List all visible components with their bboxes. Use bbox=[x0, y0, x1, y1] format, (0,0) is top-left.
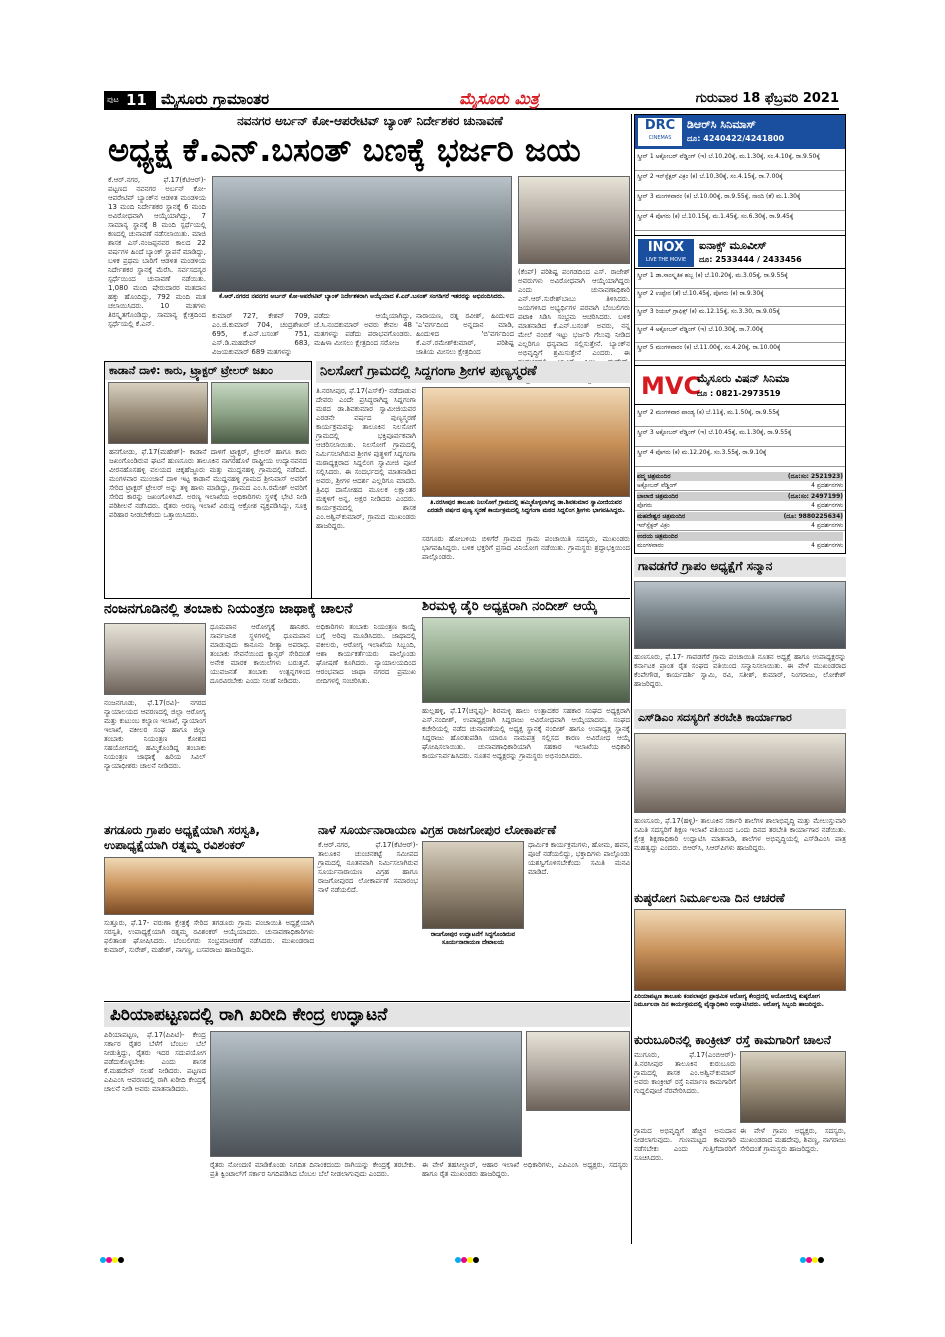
hall-mahadeshwara bbox=[635, 511, 845, 531]
temple-caption: ರಾಜಗೋಪುರ ಉದ್ಘಾಟನೆಗೆ ಸಿದ್ಧಗೊಂಡಿರುವ ಸೂರ್ಯನಾರಾಯಣ ದೇವಾಲಯ bbox=[422, 931, 524, 949]
lead-body-col2: ಕುಮಾರ್ 727, ಕೇಶವ್ 709, ಎಂ.ಜಿ.ಕುಮಾರ್ 704, ಚಂದ್ರಶೇಖರ್ 695, ಕೆ.ಎನ್.ಬಸಂತ್ 751, ಎಸ್.ಡಿ.ಮಹದೇವ್ 683, ವಿಜಯಕುಮಾರ್ 689 ಮತಗಳನ್ನು bbox=[212, 312, 310, 356]
hall-times: 4 ಪ್ರದರ್ಶನಗಳು bbox=[811, 482, 843, 489]
sdm-story bbox=[634, 709, 846, 887]
drc-phone: ದೂ: 4240422/4241800 bbox=[687, 134, 785, 143]
drc-screen-3: ಸ್ಕ್ರೀನ್ 3 ಮಂಗಳವಾರಂ (ಕ) ಬೆ.10.00ಕ್ಕೆ, ರಾ.9.55ಕ್ಕೆ, ನಾಂದಿ (ತೆ) ಮ.1.30ಕ್ಕೆ bbox=[635, 191, 845, 211]
drc-screen-1: ಸ್ಕ್ರೀನ್ 1 ಅಕ್ಟೋಬರ್ ವೆಡ್ಡಿಂಗ್ (ಇ) ಬೆ.10.20ಕ್ಕೆ, ಮ.1.30ಕ್ಕೆ, ಸಂ.4.10ಕ್ಕೆ, ರಾ.9.50ಕ್ಕೆ bbox=[635, 151, 845, 171]
lead-photo bbox=[212, 176, 512, 292]
cinema-listing bbox=[634, 114, 846, 554]
accident-story bbox=[104, 361, 312, 599]
road-body-2: ಗ್ರಾಮದ ಅಭಿವೃದ್ಧಿಗೆ ಹೆಚ್ಚಿನ ಅನುದಾನ ನೀಡಲಾಗುವುದು. ಗುಣಮಟ್ಟದ ಕಾಮಗಾರಿ ನಡೆಸಬೇಕು ಎಂದು ಗುತ್ತಿಗೆದಾರರಿಗೆ ಸೂಚಿಸಿದರು. bbox=[634, 1127, 736, 1162]
mvc-phone: ದೂ : 0821-2973519 bbox=[697, 389, 781, 398]
gram-story bbox=[634, 557, 846, 707]
swamiji-caption: ತಿ.ನರಸೀಪುರ ತಾಲೂಕು ನಿಲಸೋಗೆ ಗ್ರಾಮದಲ್ಲಿ ಹಮ್ಮಿಕೊಳ್ಳಲಾಗಿದ್ದ ಡಾ.ಶಿವಕುಮಾರ ಸ್ವಾಮೀಜಿಯವರ ಎರಡನೇ ವರ್ಷದ ಪುಣ್ಯ ಸ್ಮರಣೆ ಕಾರ್ಯಕ್ರಮದಲ್ಲಿ ಸಿದ್ದಗಂಗಾ ಮಠದ ಸಿದ್ದಲಿಂಗ ಶ್ರೀಗಳು ಭಾಗವಹಿಸಿದ್ದರು. bbox=[422, 499, 630, 533]
accident-photo-car bbox=[108, 382, 208, 444]
gram-headline: ಗಾವಡಗೆರೆ ಗ್ರಾಪಂ ಅಧ್ಯಕ್ಷೆಗೆ ಸನ್ಮಾನ bbox=[634, 557, 846, 577]
drc-header bbox=[635, 115, 845, 149]
swamiji-headline: ನಿಲಸೋಗೆ ಗ್ರಾಮದಲ್ಲಿ ಸಿದ್ದಗಂಗಾ ಶ್ರೀಗಳ ಪುಣ್ಯಸ್ಮರಣೆ bbox=[316, 361, 630, 383]
lead-body-col5: (ಕೆಂಪ್) ಪರಿಶಿಷ್ಟ ಪಂಗಡದಿಂದ ಎಸ್. ರಾಜೇಶ್ ಅವರುಗಳು ಅವಿರೋಧವಾಗಿ ಆಯ್ಕೆಯಾಗಿದ್ದರು ಎಂದು ಚುನಾವಣಾಧಿಕಾರಿ ಎನ್.ಆರ್.ಸುರೇಶ್‌ಬಾಬು ತಿಳಿಸಿದರು. ಜಯಗಳಿಸಿದ ಅಭ್ಯರ್ಥಿಗಳ ಪರವಾಗಿ ಬೆಂಬಲಿಗರು ಪಟಾಕಿ ಸಿಡಿಸಿ ಸಂಭ್ರಮ ಆಚರಿಸಿದರು. ಬಳಿಕ ಮಾತನಾಡಿದ ಕೆ.ಎನ್.ಬಸಂತ್ ಅವರು, ನನ್ನ ಮೇಲೆ ನಂಬಿಕೆ ಇಟ್ಟು ಭರ್ಜರಿ ಗೆಲುವು ನೀಡಿದ ಎಲ್ಲರಿಗೂ ಧನ್ಯವಾದ ಸಲ್ಲಿಸುತ್ತೇನೆ. ಬ್ಯಾಂಕ್‌ನ ಅಭಿವೃದ್ಧಿಗೆ ಶ್ರಮಿಸುತ್ತೇನೆ ಎಂದರು. ಈ bbox=[518, 268, 630, 357]
lead-headline: ಅಧ್ಯಕ್ಷ ಕೆ.ಎನ್.ಬಸಂತ್ ಬಣಕ್ಕೆ ಭರ್ಜರಿ ಜಯ bbox=[108, 131, 581, 169]
inox-logo-text: INOX bbox=[647, 240, 685, 255]
tobacco-body-3: ಅಧಿಕಾರಿಗಳು ತಂಬಾಕು ನಿಯಂತ್ರಣ ಕಾಯ್ದೆ ಬಗ್ಗೆ ಅರಿವು ಮೂಡಿಸಿದರು. ಜಾಥಾದಲ್ಲಿ ವಕೀಲರು, ಆರೋಗ್ಯ ಇಲಾಖೆಯ ಸಿಬ್ಬಂದಿ, ಆಶಾ ಕಾರ್ಯಕರ್ತೆಯರು ಪಾಲ್ಗೊಂಡು ಘೋಷಣೆ ಕೂಗಿದರು. ನ್ಯಾಯಾಲಯದಿಂದ ಆರಂಭವಾದ ಜಾಥಾ ನಗರದ ಪ್ರಮುಖ ಬೀದಿಗಳಲ್ಲಿ ಸಂಚರಿಸಿತು. bbox=[316, 623, 416, 685]
tobacco-body-1: ನಂಜನಗೂಡು, ಫೆ.17(ರವಿ)- ನಗರದ ನ್ಯಾಯಾಲಯದ ಆವರಣದಲ್ಲಿ ಜಿಲ್ಲಾ ಆರೋಗ್ಯ ಮತ್ತು ಕುಟುಂಬ ಕಲ್ಯಾಣ ಇಲಾಖೆ, ನ್ಯಾಯಾಂಗ ಇಲಾಖೆ, ವಕೀಲರ ಸಂಘ ಹಾಗೂ ಜಿಲ್ಲಾ ತಂಬಾಕು ನಿಯಂತ್ರಣ ಕೋಶದ ಸಹಯೋಗದಲ್ಲಿ ಹಮ್ಮಿಕೊಂಡಿದ್ದ ತಂಬಾಕು ನಿಯಂತ್ರಣ ಜಾಥಾಕ್ಕೆ ಹಿರಿಯ ಸಿವಿಲ್ ನ್ಯಾಯಾಧೀಶರು ಚಾಲನೆ ನೀಡಿದರು. bbox=[104, 699, 206, 770]
section-title: ಮೈಸೂರು ಗ್ರಾಮಾಂತರ bbox=[161, 90, 270, 108]
ragi-photo-2 bbox=[526, 1031, 630, 1111]
leprosy-photo bbox=[634, 909, 846, 991]
ragi-photo bbox=[210, 1031, 522, 1157]
gram-photo bbox=[634, 581, 846, 649]
inox-screen-3: ಸ್ಕ್ರೀನ್ 3 ರಿಯಲ್ ಗ್ರಾಫಿಕ್ಸ್ (ಕ) ಮ.12.15ಕ್ಕೆ, ಸಂ.3.30, ರಾ.9.05ಕ್ಕೆ bbox=[635, 307, 845, 325]
inox-logo-sub: LIVE THE MOVIE bbox=[645, 257, 687, 263]
accident-body: ಹನಗೋಡು, ಫೆ.17(ಮಹೇಶ್)- ಕಾಡಾನೆ ದಾಳಿಗೆ ಟ್ರ್ಯಾಕ್ಟರ್, ಟ್ರೇಲರ್ ಹಾಗೂ ಕಾರು ಜಖಂಗೊಂಡಿರುವ ಘಟನೆ ಹುಣಸೂರು ತಾಲೂಕಿನ ನಾಗರಹೊಳೆ ರಾಷ್ಟ್ರೀಯ ಉದ್ಯಾನವನದ ವೀರನಹೊಸಹಳ್ಳಿ ವಲಯದ ಚಿಕ್ಕಹೆಜ್ಜೂರು ಮತ್ತು ಮುದ್ದನಹಳ್ಳಿ ಗ್ರಾಮದಲ್ಲಿ ನಡೆದಿದೆ. ಮಂಗಳವಾರ ಮುಂಜಾನೆ ದಾಳಿ ಇಟ್ಟ ಕಾಡಾನೆ ಮುದ್ದನಹಳ್ಳಿ ಗ್ರಾಮದ ಶ್ರೀನಿವಾಸ್ ಅವರಿಗೆ ಸೇರಿದ ಟ್ರಾಕ್ಟರ್ ಟ್ರೇಲರ್ ಅನ್ನು ತಳ್ಳಿ ಹಾಳು ಮಾಡಿದ್ದು, ಗ್ರಾಮದ ಎಂ.ಸಿ.ರಮೇಶ್ ಅವರಿಗೆ ಸೇರಿದ ಕಾರನ್ನು ಜಖಂಗೊಳಿಸಿದೆ. ಅರಣ್ಯ ಇಲಾಖೆಯ ಅಧಿಕಾರಿಗಳು ಸ್ಥಳಕ್ಕೆ ಭೇಟಿ ನೀಡಿ ಪರಿಶೀಲನೆ ನಡೆಸಿದರು. ರೈತರು ಅರಣ್ಯ ಇಲಾಖೆ ವಿರುದ್ಧ ಆಕ್ರೋಶ ವ್ಯಕ್ತಪಡಿಸಿದ್ದು, ಸೂಕ್ತ ಪರಿಹಾರ ನೀಡಬೇಕೆಂದು ಒತ್ತಾಯಿಸಿದರು. bbox=[109, 448, 307, 519]
hall-name: ಮಹದೇಶ್ವರ ಚಿತ್ರಮಂದಿರ bbox=[637, 513, 686, 520]
inox-name: ಐನಾಕ್ಸ್ ಮೂವೀಸ್ bbox=[699, 239, 767, 252]
page-label: ಪುಟ bbox=[107, 95, 119, 104]
inox-header bbox=[635, 235, 845, 269]
road-body-3: ಈ ವೇಳೆ ಗ್ರಾಪಂ ಅಧ್ಯಕ್ಷರು, ಸದಸ್ಯರು, ಮುಖಂಡರಾದ ಮಹದೇವು, ಶಿವಣ್ಣ, ನಾಗರಾಜು ಸೇರಿದಂತೆ ಗ್ರಾಮಸ್ಥರು ಹಾಜರಿದ್ದರು. bbox=[740, 1127, 846, 1153]
road-photo bbox=[740, 1051, 846, 1123]
print-registration-marks bbox=[455, 1248, 515, 1256]
ragi-headline: ಪಿರಿಯಾಪಟ್ಟಣದಲ್ಲಿ ರಾಗಿ ಖರೀದಿ ಕೇಂದ್ರ ಉದ್ಘಾಟನೆ bbox=[104, 1003, 630, 1027]
page-number-tag bbox=[104, 91, 156, 108]
swamiji-photo bbox=[422, 387, 630, 497]
road-body-1: ಮುಗೂರು, ಫೆ.17(ಎಂಬಿಆರ್)- ತಿ.ನರಸೀಪುರ ತಾಲೂಕಿನ ಕುರುಬೂರು ಗ್ರಾಮದಲ್ಲಿ ಶಾಸಕ ಎಂ.ಅಶ್ವಿನ್‌ಕುಮಾರ್ ಅವರು ಕಾಂಕ್ರೀಟ್ ರಸ್ತೆ ನಿರ್ಮಾಣ ಕಾಮಗಾರಿಗೆ ಗುದ್ದಲಿಪೂಜೆ ನೆರವೇರಿಸಿದರು. bbox=[634, 1051, 736, 1095]
dairy-photo bbox=[422, 617, 630, 703]
hall-times: 4 ಪ್ರದರ್ಶನಗಳು bbox=[811, 542, 843, 549]
dairy-body: ಹುಲ್ಲಹಳ್ಳಿ, ಫೆ.17(ಚನ್ನಪ್ಪ)- ಶಿರಮಳ್ಳಿ ಹಾಲು ಉತ್ಪಾದಕರ ಸಹಕಾರ ಸಂಘದ ಅಧ್ಯಕ್ಷರಾಗಿ ಎಸ್.ನಂದೀಶ್, ಉಪಾಧ್ಯಕ್ಷರಾಗಿ ಸಿದ್ದರಾಜು ಅವಿರೋಧವಾಗಿ ಆಯ್ಕೆಯಾದರು. ಸಂಘದ ಕಚೇರಿಯಲ್ಲಿ ನಡೆದ ಚುನಾವಣೆಯಲ್ಲಿ ಅಧ್ಯಕ್ಷ ಸ್ಥಾನಕ್ಕೆ ನಂದೀಶ್ ಹಾಗೂ ಉಪಾಧ್ಯಕ್ಷ ಸ್ಥಾನಕ್ಕೆ ಸಿದ್ದರಾಜು ಹೊರತುಪಡಿಸಿ ಯಾರೂ ನಾಮಪತ್ರ ಸಲ್ಲಿಸದ ಕಾರಣ ಅವಿರೋಧ ಆಯ್ಕೆ ಘೋಷಿಸಲಾಯಿತು. ಚುನಾವಣಾಧಿಕಾರಿಯಾಗಿ ಸಹಕಾರ ಇಲಾಖೆಯ ಅಧಿಕಾರಿ ಕಾರ್ಯನಿರ್ವಹಿಸಿದರು. ನೂತನ ಅಧ್ಯಕ್ಷರನ್ನು ಗ್ರಾಮಸ್ಥರು ಅಭಿನಂದಿಸಿದರು. bbox=[422, 707, 630, 760]
masthead-logo: ಮೈಸೂರು ಮಿತ್ರ bbox=[459, 89, 539, 108]
inox-screen-4: ಸ್ಕ್ರೀನ್ 4 ಅಕ್ಟೋಬರ್ ವೆಡ್ಡಿಂಗ್ (ಇ) ಬೆ.10.30ಕ್ಕೆ, ರಾ.7.00ಕ್ಕೆ bbox=[635, 325, 845, 343]
hall-show: ಮಂಗಳವಾರಂ bbox=[637, 542, 664, 549]
ragi-body-2: ರೈತರು ನೋಂದಣಿ ಮಾಡಿಕೊಂಡು ನಿಗದಿತ ದಿನಾಂಕದಂದು ರಾಗಿಯನ್ನು ಕೇಂದ್ರಕ್ಕೆ ತರಬೇಕು. ಪ್ರತಿ ಕ್ವಿಂಟಾಲ್‌ಗೆ ಸರ್ಕಾರ ನಿಗದಿಪಡಿಸಿದ ಬೆಂಬಲ ಬೆಲೆ ನೀಡಲಾಗುವುದು ಎಂದರು. bbox=[210, 1161, 416, 1178]
leprosy-caption: ಪಿರಿಯಾಪಟ್ಟಣ ತಾಲೂಕು ಕಂಪಲಾಪುರ ಪ್ರಾಥಮಿಕ ಆರೋಗ್ಯ ಕೇಂದ್ರದಲ್ಲಿ ಆಯೋಜಿಸಿದ್ದ ಕುಷ್ಠರೋಗ ನಿರ್ಮೂಲನಾ ದಿನ ಕಾರ್ಯಕ್ರಮದಲ್ಲಿ ವೈದ್ಯಾಧಿಕಾರಿ ಉದ್ಘಾಟಿಸಿದರು. ಆರೋಗ್ಯ ಸಿಬ್ಬಂದಿ ಹಾಜರಿದ್ದರು. bbox=[634, 993, 846, 1029]
inox-logo bbox=[638, 239, 694, 267]
sdm-headline: ಎಸ್‌ಡಿಎಂ ಸದಸ್ಯರಿಗೆ ತರಬೇತಿ ಕಾರ್ಯಾಗಾರ bbox=[634, 709, 846, 729]
inox-screen-2: ಸ್ಕ್ರೀನ್ 2 ಉಪ್ಪೇನ (ತೆ) ಬೆ.10.45ಕ್ಕೆ, ಪೊಗರು (ಕ) ರಾ.9.30ಕ್ಕೆ bbox=[635, 289, 845, 307]
drc-logo-text: DRC bbox=[644, 118, 676, 133]
lead-body-col4: ನಾರಾಯಣ, ರತ್ನ ರವೀಶ್, ಹಿಂದುಳಿದ 'ಎ'ವರ್ಗದಿಂದ ಅನ್ನದಾನ ಮಾಡಿ, ಹಿಂದುಳಿದ 'ಬಿ'ವರ್ಗದಿಂದ ಕೆ.ಎನ್.ರಮೇಶ್‌ಕುಮಾರ್, ಪರಿಶಿಷ್ಟ ಜಾತಿಯ ಮೀಸಲು ಕ್ಷೇತ್ರದಿಂದ bbox=[416, 312, 514, 356]
hall-padma bbox=[635, 471, 845, 491]
accident-photo-trailer bbox=[211, 382, 309, 444]
panchayat-story bbox=[104, 823, 314, 1001]
lead-body-col1: ಕೆ.ಆರ್.ನಗರ, ಫೆ.17(ಕೆಟಿಆರ್)- ಪಟ್ಟಣದ ನವನಗರ ಅರ್ಬನ್ ಕೋ-ಆಪರೇಟಿವ್ ಬ್ಯಾಂಕ್‌ನ ಆಡಳಿತ ಮಂಡಳಿಯ 13 ಮಂದಿ ನಿರ್ದೇಶಕರ ಸ್ಥಾನಕ್ಕೆ 6 ಮಂದಿ ಅವಿರೋಧವಾಗಿ ಆಯ್ಕೆಯಾಗಿದ್ದು, 7 ಸಾಮಾನ್ಯ ಸ್ಥಾನಕ್ಕೆ 8 ಮಂದಿ ಸ್ಪರ್ಧೆಯಲ್ಲಿ ಕಣದಲ್ಲಿ ಚುನಾವಣೆ ನಡೆಸಲಾಯಿತು. ಮಾಜಿ ಶಾಸಕ ಎಸ್.ನಂಜಪ್ಪನವರ ಕಾಲದ 22 ವರ್ಷಗಳ ಹಿಂದೆ ಬ್ಯಾಂಕ್ ಸ್ಥಾಪನೆ ಮಾಡಿದ್ದು, ಬಳಿಕ ಪ್ರಥಮ ಬಾರಿಗೆ ಆಡಳಿತ ಮಂಡಳಿಯ ನಿರ್ದೇಶಕರ ಸ್ಥಾನಕ್ಕೆ ಮೆರೆಸಿ. ಸರ್ವಸದಸ್ಯರ ಸ್ಪರ್ಧೆಯಿಂದ ಚುನಾವಣೆ ನಡೆಯಿತು. 1,080 ಮಂದಿ ಷೇರುದಾರರ ಮತದಾನ ಹಕ್ಕು ಹೊಂದಿದ್ದು, 792 ಮಂದಿ ಮತ ಚಲಾಯಿಸಿದರು. 10 ಮತಗಳು ತಿರಸ್ಕೃತಗೊಂಡಿದ್ದು, ಸಾಮಾನ್ಯ ಕ್ಷೇತ್ರದಿಂದ ಸ್ಪರ್ಧೆಯಲ್ಲಿ ಕೆ.ಎನ್. bbox=[108, 176, 206, 328]
tobacco-body-2: ಧೂಮಪಾನ ಆರೋಗ್ಯಕ್ಕೆ ಹಾನಿಕರ. ಸಾರ್ವಜನಿಕ ಸ್ಥಳಗಳಲ್ಲಿ ಧೂಮಪಾನ ಮಾಡುವುದು ಕಾನೂನು ರೀತ್ಯಾ ಅಪರಾಧ. ತಂಬಾಕು ಸೇವನೆಯಿಂದ ಕ್ಯಾನ್ಸರ್ ಸೇರಿದಂತೆ ಅನೇಕ ಮಾರಕ ಕಾಯಿಲೆಗಳು ಬರುತ್ತವೆ. ಯುವಜನತೆ ತಂಬಾಕು ಉತ್ಪನ್ನಗಳಿಂದ ದೂರವಿರಬೇಕು ಎಂದು ಸಲಹೆ ನೀಡಿದರು. bbox=[210, 623, 310, 685]
road-headline: ಕುರುಬೂರಿನಲ್ಲಿ ಕಾಂಕ್ರೀಟ್ ರಸ್ತೆ ಕಾಮಗಾರಿಗೆ ಚಾಲನೆ bbox=[634, 1033, 831, 1047]
hall-times: 4 ಪ್ರದರ್ಶನಗಳು bbox=[811, 502, 843, 509]
hall-name: ಬಾಲಾಜಿ ಚಿತ್ರಮಂದಿರ bbox=[637, 493, 679, 500]
mvc-schedule bbox=[635, 407, 845, 467]
mvc-name: ಮೈಸೂರು ವಿಷನ್ ಸಿನಿಮಾ bbox=[697, 372, 790, 385]
drc-schedule bbox=[635, 151, 845, 231]
lead-photo-2 bbox=[518, 176, 630, 264]
sdm-body: ಹುಣಸೂರು, ಫೆ.17(ಹಳ್ಳಿ)- ತಾಲೂಕಿನ ಸರ್ಕಾರಿ ಶಾಲೆಗಳ ಶಾಲಾಭಿವೃದ್ಧಿ ಮತ್ತು ಮೇಲುಸ್ತುವಾರಿ ಸಮಿತಿ ಸದಸ್ಯರಿಗೆ ಶಿಕ್ಷಣ ಇಲಾಖೆ ವತಿಯಿಂದ ಒಂದು ದಿನದ ತರಬೇತಿ ಕಾರ್ಯಾಗಾರ ನಡೆಯಿತು. ಕ್ಷೇತ್ರ ಶಿಕ್ಷಣಾಧಿಕಾರಿ ಉದ್ಘಾಟಿಸಿ ಮಾತನಾಡಿ, ಶಾಲೆಗಳ ಅಭಿವೃದ್ಧಿಯಲ್ಲಿ ಎಸ್‌ಡಿಎಂಸಿ ಪಾತ್ರ ಮಹತ್ವದ್ದು ಎಂದರು. ಬಿಆರ್‌ಸಿ, ಸಿಆರ್‌ಪಿಗಳು ಹಾಜರಿದ್ದರು. bbox=[634, 817, 846, 852]
hall-name: ಪದ್ಮ ಚಿತ್ರಮಂದಿರ bbox=[637, 473, 671, 480]
drc-logo bbox=[638, 118, 682, 146]
inox-schedule bbox=[635, 271, 845, 361]
ragi-story bbox=[104, 1003, 630, 1243]
section-divider bbox=[104, 598, 630, 599]
print-registration-marks bbox=[800, 1248, 860, 1256]
ragi-body-3: ಈ ವೇಳೆ ತಹಸೀಲ್ದಾರ್, ಆಹಾರ ಇಲಾಖೆ ಅಧಿಕಾರಿಗಳು, ಎಪಿಎಂಸಿ ಅಧ್ಯಕ್ಷರು, ಸದಸ್ಯರು ಹಾಗೂ ರೈತ ಮುಖಂಡರು ಹಾಜರಿದ್ದರು. bbox=[422, 1161, 628, 1178]
column-divider bbox=[631, 114, 632, 1244]
temple-body-1: ಕೆ.ಆರ್.ನಗರ, ಫೆ.17(ಕೆಟಿಆರ್)- ತಾಲೂಕಿನ ಚುಂಚನಕಟ್ಟೆ ಸಮೀಪದ ಗ್ರಾಮದಲ್ಲಿ ನೂತನವಾಗಿ ನಿರ್ಮಿಸಲಾಗಿರುವ ಸೂರ್ಯನಾರಾಯಣ ವಿಗ್ರಹ ಹಾಗೂ ರಾಜಗೋಪುರದ ಲೋಕಾರ್ಪಣೆ ಸಮಾರಂಭ ನಾಳೆ ನಡೆಯಲಿದೆ. bbox=[318, 841, 418, 894]
road-story bbox=[634, 1033, 846, 1243]
hall-times: 4 ಪ್ರದರ್ಶನಗಳು bbox=[811, 522, 843, 529]
hall-phone: (ದೂ:ಸಂ: 2521923) bbox=[787, 473, 843, 480]
gram-body: ಹುಣಸೂರು, ಫೆ.17- ಗಾವಡಗೆರೆ ಗ್ರಾಮ ಪಂಚಾಯಿತಿ ನೂತನ ಅಧ್ಯಕ್ಷೆ ಹಾಗೂ ಉಪಾಧ್ಯಕ್ಷರನ್ನು ಕರ್ನಾಟಕ ಪ್ರಾಂತ ರೈತ ಸಂಘದ ವತಿಯಿಂದ ಸನ್ಮಾನಿಸಲಾಯಿತು. ಈ ವೇಳೆ ಮುಖಂಡರಾದ ಕೆಂಪೇಗೌಡ, ಕಾರ್ಯದರ್ಶಿ ಸ್ವಾಮಿ, ರವಿ, ಸತೀಶ್, ಕುಮಾರ್, ನಿಂಗರಾಜು, ಲೋಕೇಶ್ ಹಾಜರಿದ್ದರು. bbox=[634, 653, 846, 688]
mvc-header bbox=[635, 365, 845, 405]
drc-screen-4: ಸ್ಕ್ರೀನ್ 4 ಪೊಗರು (ಕ) ಬೆ.10.15ಕ್ಕೆ, ಮ.1.45ಕ್ಕೆ, ಸಂ.6.30ಕ್ಕೆ, ರಾ.9.45ಕ್ಕೆ bbox=[635, 211, 845, 231]
panchayat-body: ಸುತ್ತೂರು, ಫೆ.17- ವರುಣಾ ಕ್ಷೇತ್ರಕ್ಕೆ ಸೇರಿದ ತಗಡೂರು ಗ್ರಾಮ ಪಂಚಾಯಿತಿ ಅಧ್ಯಕ್ಷೆಯಾಗಿ ಸರಸ್ವತಿ, ಉಪಾಧ್ಯಕ್ಷೆಯಾಗಿ ರತ್ನಮ್ಮ ರವಿಶಂಕರ್ ಆಯ್ಕೆಯಾದರು. ಚುನಾವಣಾಧಿಕಾರಿಗಳು ಫಲಿತಾಂಶ ಘೋಷಿಸಿದರು. ಬೆಂಬಲಿಗರು ಸಂಭ್ರಮಾಚರಣೆ ನಡೆಸಿದರು. ಮುಖಂಡರಾದ ಕುಮಾರ್, ಸುರೇಶ್, ಮಹೇಶ್, ನಾಗಣ್ಣ, ಬಸವರಾಜು ಹಾಜರಿದ್ದರು. bbox=[104, 919, 314, 954]
tobacco-headline: ನಂಜನಗೂಡಿನಲ್ಲಿ ತಂಬಾಕು ನಿಯಂತ್ರಣ ಜಾಥಾಕ್ಕೆ ಚಾಲನೆ bbox=[104, 601, 353, 617]
hall-phone: (ದೂ: 9880225634) bbox=[783, 513, 843, 520]
leprosy-story bbox=[634, 891, 846, 1031]
swamiji-story bbox=[316, 361, 630, 599]
hall-name: ಉದಯ ಚಿತ್ರಮಂದಿರ bbox=[637, 533, 678, 540]
temple-photo bbox=[422, 841, 524, 929]
lead-kicker: ನವನಗರ ಅರ್ಬನ್ ಕೋ-ಆಪರೇಟಿವ್ ಬ್ಯಾಂಕ್ ನಿರ್ದೇಶಕರ ಚುನಾವಣೆ bbox=[237, 114, 503, 128]
swamiji-body: ತಿ.ನರಸೀಪುರ, ಫೆ.17(ಎಸ್‌ಕೆ)- ನಡೆದಾಡುವ ದೇವರು ಎಂದೇ ಪ್ರಸಿದ್ಧರಾಗಿದ್ದ ಸಿದ್ದಗಂಗಾ ಮಠದ ಡಾ.ಶಿವಕುಮಾರ ಸ್ವಾಮೀಜಿಯವರ ಎರಡನೇ ವರ್ಷದ ಪುಣ್ಯಸ್ಮರಣೆ ಕಾರ್ಯಕ್ರಮವನ್ನು ತಾಲೂಕಿನ ನಿಲಸೋಗೆ ಗ್ರಾಮದಲ್ಲಿ ಭಕ್ತಿಪೂರ್ವಕವಾಗಿ ಆಚರಿಸಲಾಯಿತು. ನಿಲಸೋಗೆ ಗ್ರಾಮದಲ್ಲಿ ನಿರ್ಮಿಸಲಾಗಿರುವ ಶ್ರೀಗಳ ಪುತ್ಥಳಿಗೆ ಸಿದ್ದಗಂಗಾ ಮಠಾಧ್ಯಕ್ಷರಾದ ಸಿದ್ದಲಿಂಗ ಸ್ವಾಮೀಜಿ ಪೂಜೆ ಸಲ್ಲಿಸಿದರು. ಈ ಸಂದರ್ಭದಲ್ಲಿ ಮಾತನಾಡಿದ ಅವರು, ಶ್ರೀಗಳ ಆದರ್ಶ ಎಲ್ಲರಿಗೂ ಮಾದರಿ. ತ್ರಿವಿಧ ದಾಸೋಹದ ಮೂಲಕ ಲಕ್ಷಾಂತರ ಮಕ್ಕಳಿಗೆ ಅನ್ನ, ಅಕ್ಷರ ನೀಡಿದರು ಎಂದರು. ಕಾರ್ಯಕ್ರಮದಲ್ಲಿ ಶಾಸಕ ಎಂ.ಅಶ್ವಿನ್‌ಕುಮಾರ್, ಗ್ರಾಮದ ಮುಖಂಡರು ಹಾಜರಿದ್ದರು. bbox=[316, 387, 416, 530]
temple-headline: ನಾಳೆ ಸೂರ್ಯನಾರಾಯಣ ವಿಗ್ರಹ ರಾಜಗೋಪುರ ಲೋಕಾರ್ಪಣೆ bbox=[318, 823, 557, 837]
print-registration-marks bbox=[100, 1248, 160, 1256]
page-header bbox=[104, 88, 839, 110]
swamiji-body-2: ಸರಗೂರು ಹೋಬಳಿಯ ಬಿಳಿಗೆರೆ ಗ್ರಾಮದ ಗ್ರಾಮ ಪಂಚಾಯಿತಿ ಸದಸ್ಯರು, ಮುಖಂಡರು ಭಾಗವಹಿಸಿದ್ದರು. ಬಳಿಕ ಭಕ್ತರಿಗೆ ಪ್ರಸಾದ ವಿನಿಯೋಗ ನಡೆಯಿತು. ಗ್ರಾಮಸ್ಥರು ಶ್ರದ್ಧಾಭಕ್ತಿಯಿಂದ ಪಾಲ್ಗೊಂಡರು. bbox=[422, 535, 630, 561]
drc-name: ಡಿಆರ್‌ಸಿ ಸಿನಿಮಾಸ್ bbox=[687, 118, 756, 131]
hall-show: ಅಕ್ಟೋಬರ್ ವೆಡ್ಡಿಂಗ್ bbox=[637, 482, 678, 489]
mvc-screen-2: ಸ್ಕ್ರೀನ್ 2 ಮಂಗಳವಾರ ಪಾಂಡ್ಯ (ಕ) ಬೆ.11ಕ್ಕೆ, ಮ.1.50ಕ್ಕೆ, ರಾ.9.55ಕ್ಕೆ bbox=[635, 407, 845, 427]
mvc-screen-3: ಸ್ಕ್ರೀನ್ 3 ಅಕ್ಟೋಬರ್ ವೆಡ್ಡಿಂಗ್ (ಇ) ಬೆ.10.45ಕ್ಕೆ, ಮ.1.30ಕ್ಕೆ, ರಾ.9.55ಕ್ಕೆ bbox=[635, 427, 845, 447]
theatre-list bbox=[635, 471, 845, 551]
panchayat-photo bbox=[104, 857, 314, 915]
hall-phone: (ದೂ:ಸಂ: 2497199) bbox=[787, 493, 843, 500]
temple-body-2: ಧಾರ್ಮಿಕ ಕಾರ್ಯಕ್ರಮಗಳು, ಹೋಮ, ಹವನ, ಪೂಜೆ ನಡೆಯಲಿದ್ದು, ಭಕ್ತಾದಿಗಳು ಪಾಲ್ಗೊಂಡು ಯಶಸ್ವಿಗೊಳಿಸಬೇಕೆಂದು ಸಮಿತಿ ಮನವಿ ಮಾಡಿದೆ. bbox=[528, 841, 630, 876]
mvc-screen-4: ಸ್ಕ್ರೀನ್ 4 ಪೊಗರು (ಕ) ಮ.12.20ಕ್ಕೆ, ಸಂ.3.55ಕ್ಕೆ, ರಾ.9.10ಕ್ಕೆ bbox=[635, 447, 845, 467]
inox-screen-1: ಸ್ಕ್ರೀನ್ 1 ಡಾ.ಸಾಂಸ್ಕೃತಿಕ ಹಬ್ಬ (ಕ) ಬೆ.10.20ಕ್ಕೆ, ಮ.3.05ಕ್ಕೆ, ರಾ.9.55ಕ್ಕೆ bbox=[635, 271, 845, 289]
ragi-body-1: ಪಿರಿಯಾಪಟ್ಟಣ, ಫೆ.17(ಪಿಪಿಟಿ)- ಕೇಂದ್ರ ಸರ್ಕಾರ ರೈತರ ಬೆಳೆಗೆ ಬೆಂಬಲ ಬೆಲೆ ನೀಡುತ್ತಿದ್ದು, ರೈತರು ಇದರ ಸದುಪಯೋಗ ಪಡೆದುಕೊಳ್ಳಬೇಕು ಎಂದು ಶಾಸಕ ಕೆ.ಮಹದೇವ್ ಸಲಹೆ ನೀಡಿದರು. ಪಟ್ಟಣದ ಎಪಿಎಂಸಿ ಆವರಣದಲ್ಲಿ ರಾಗಿ ಖರೀದಿ ಕೇಂದ್ರಕ್ಕೆ ಚಾಲನೆ ನೀಡಿ ಅವರು ಮಾತನಾಡಿದರು. bbox=[104, 1031, 206, 1093]
dairy-headline: ಶಿರಮಳ್ಳಿ ಡೈರಿ ಅಧ್ಯಕ್ಷರಾಗಿ ನಂದೀಶ್ ಆಯ್ಕೆ bbox=[422, 599, 598, 614]
inox-phone: ದೂ: 2533444 / 2433456 bbox=[699, 255, 802, 264]
tobacco-photo bbox=[104, 623, 206, 695]
mvc-logo: MVC bbox=[641, 372, 702, 400]
issue-date: ಗುರುವಾರ 18 ಫೆಬ್ರವರಿ 2021 bbox=[695, 91, 839, 106]
drc-screen-2: ಸ್ಕ್ರೀನ್ 2 ಇನ್‌ಸ್ಪೆಕ್ಟರ್ ವಿಕ್ರಂ (ಕ) ಬೆ.10.30ಕ್ಕೆ, ಸಂ.4.15ಕ್ಕೆ, ರಾ.7.00ಕ್ಕೆ bbox=[635, 171, 845, 191]
accident-headline: ಕಾಡಾನೆ ದಾಳಿ: ಕಾರು, ಟ್ರ್ಯಾಕ್ಟರ್ ಟ್ರೇಲರ್ ಜಖಂ bbox=[105, 362, 311, 380]
inox-screen-5: ಸ್ಕ್ರೀನ್ 5 ಮಂಗಳವಾರಂ (ಕ) ಬೆ.11.00ಕ್ಕೆ, ಸಂ.4.20ಕ್ಕೆ, ರಾ.10.00ಕ್ಕೆ bbox=[635, 343, 845, 361]
panchayat-headline: ತಗಡೂರು ಗ್ರಾಪಂ ಅಧ್ಯಕ್ಷೆಯಾಗಿ ಸರಸ್ವತಿ, ಉಪಾಧ್ಯಕ್ಷೆಯಾಗಿ ರತ್ನಮ್ಮ ರವಿಶಂಕರ್ bbox=[104, 823, 260, 852]
hall-udaya bbox=[635, 531, 845, 551]
sdm-photo bbox=[634, 733, 846, 813]
hall-show: ಇನ್‌ಸ್ಪೆಕ್ಟರ್ ವಿಕ್ರಂ bbox=[637, 522, 670, 529]
section-divider bbox=[104, 1001, 630, 1002]
page-number: 11 bbox=[126, 91, 147, 109]
temple-story bbox=[318, 823, 630, 1001]
leprosy-headline: ಕುಷ್ಠರೋಗ ನಿರ್ಮೂಲನಾ ದಿನ ಆಚರಣೆ bbox=[634, 891, 785, 905]
hall-show: ಪೊಗರು bbox=[637, 502, 653, 509]
lead-body-col3: ಪಡೆದು ಆಯ್ಕೆಯಾಗಿದ್ದು, ಜೆ.ಸಿ.ನಂದಕುಮಾರ್ ಅವರು ಕೇವಲ 48 ಮತಗಳನ್ನು ಪಡೆದು ಪರಾಭವಗೊಂಡರು. ಮಹಿಳಾ ಮೀಸಲು ಕ್ಷೇತ್ರದಿಂದ ಸರೋಜ bbox=[314, 312, 412, 347]
lead-photo-caption: ಕೆ.ಆರ್.ನಗರದ ನವನಗರ ಅರ್ಬನ್ ಕೋ-ಆಪರೇಟಿವ್ ಬ್ಯಾಂಕ್ ನಿರ್ದೇಶಕರಾಗಿ ಆಯ್ಕೆಯಾದ ಕೆ.ಎನ್.ಬಸಂತ್ ಸಂಗಡಿಗರೆ ಇತರರನ್ನು ಅಭಿನಂದಿಸಿದರು. bbox=[212, 293, 512, 310]
drc-logo-sub: CINEMAS bbox=[648, 135, 672, 141]
hall-balaji bbox=[635, 491, 845, 511]
